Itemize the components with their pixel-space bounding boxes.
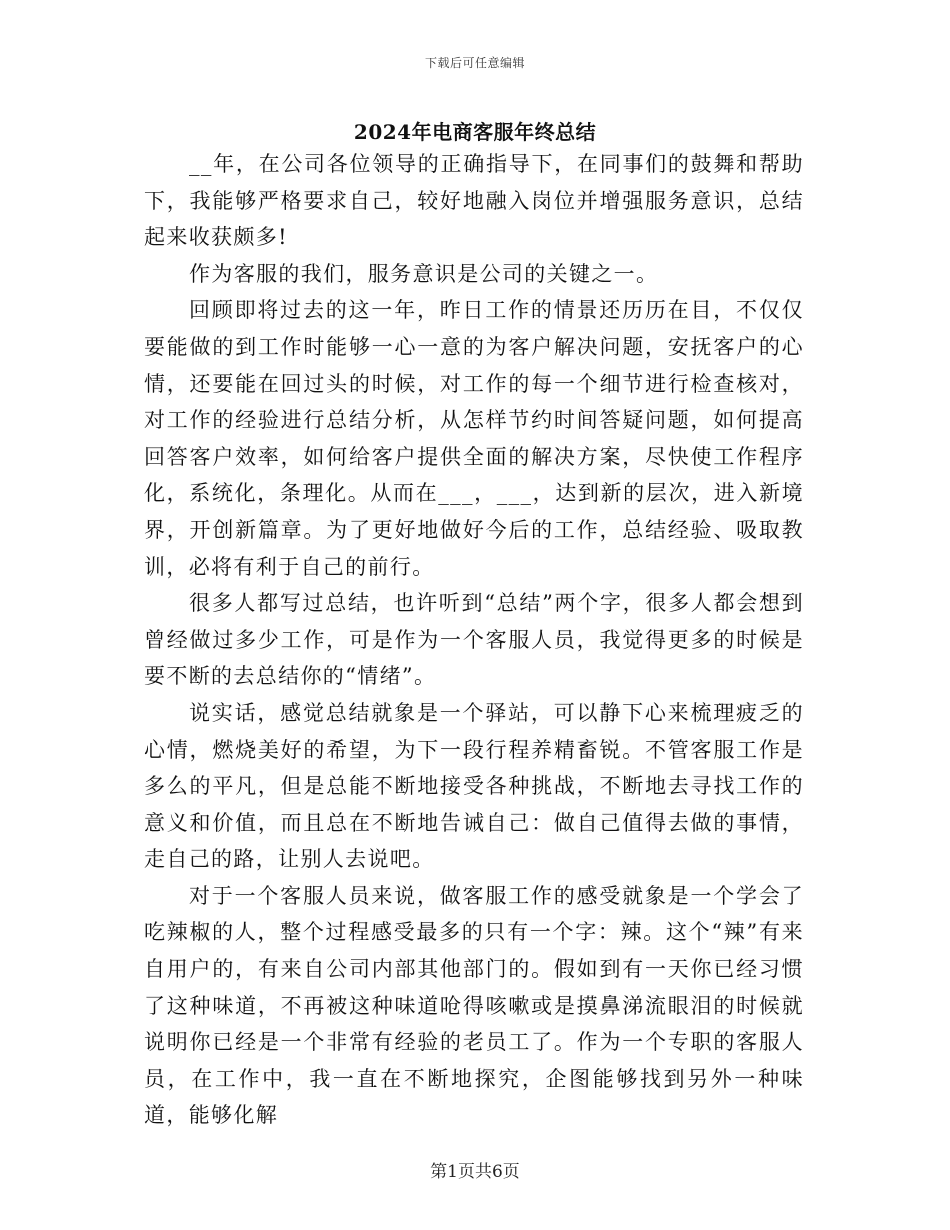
page-number: 第1页共6页 — [430, 1162, 520, 1182]
document-title: 2024年电商客服年终总结 — [353, 120, 597, 144]
paragraph: 作为客服的我们，服务意识是公司的关键之一。 — [189, 261, 659, 286]
header-note: 下载后可任意编辑 — [424, 56, 525, 70]
paragraph: 很多人都写过总结，也许听到“总结”两个字，很多人都会想到曾经做过多少工作，可是作为一个客服人员，我觉得更多的时候是要不断的去总结你的“情绪”。 — [144, 591, 804, 689]
paragraph: 对于一个客服人员来说，做客服工作的感受就象是一个学会了吃辣椒的人，整个过程感受最多的只有一个字：辣。这个“辣”有来自用户的，有来自公司内部其他部门的。假如到有一天你已经习惯了这种味道，不再被这种味道呛得咳嗽或是摸鼻涕流眼泪的时候就说明你已经是一个非常有经验的老员工了。作为一个专职的客服人员，在工作中，我一直在不断地探究，企图能够找到另外一种味道，能够化解 — [144, 883, 804, 1128]
paragraph: 说实话，感觉总结就象是一个驿站，可以静下心来梳理疲乏的心情，燃烧美好的希望，为下一段行程养精畜锐。不管客服工作是多么的平凡，但是总能不断地接受各种挑战，不断地去寻找工作的意义和价值，而且总在不断地告诫自己：做自己值得去做的事情，走自己的路，让别人去说吧。 — [144, 700, 804, 872]
document-body — [144, 146, 804, 1134]
paragraph: __年，在公司各位领导的正确指导下，在同事们的鼓舞和帮助下，我能够严格要求自己，较好地融入岗位并增强服务意识，总结起来收获颇多! — [144, 152, 804, 250]
paragraph: 回顾即将过去的这一年，昨日工作的情景还历历在目，不仅仅要能做的到工作时能够一心一意的为客户解决问题，安抚客户的心情，还要能在回过头的时候，对工作的每一个细节进行检查核对，对工作的经验进行总结分析，从怎样节约时间答疑问题，如何提高回答客户效率，如何给客户提供全面的解决方案，尽快使工作程序化，系统化，条理化。从而在___，___，达到新的层次，进入新境界，开创新篇章。为了更好地做好今后的工作，总结经验、吸取教训，必将有利于自己的前行。 — [144, 298, 804, 579]
